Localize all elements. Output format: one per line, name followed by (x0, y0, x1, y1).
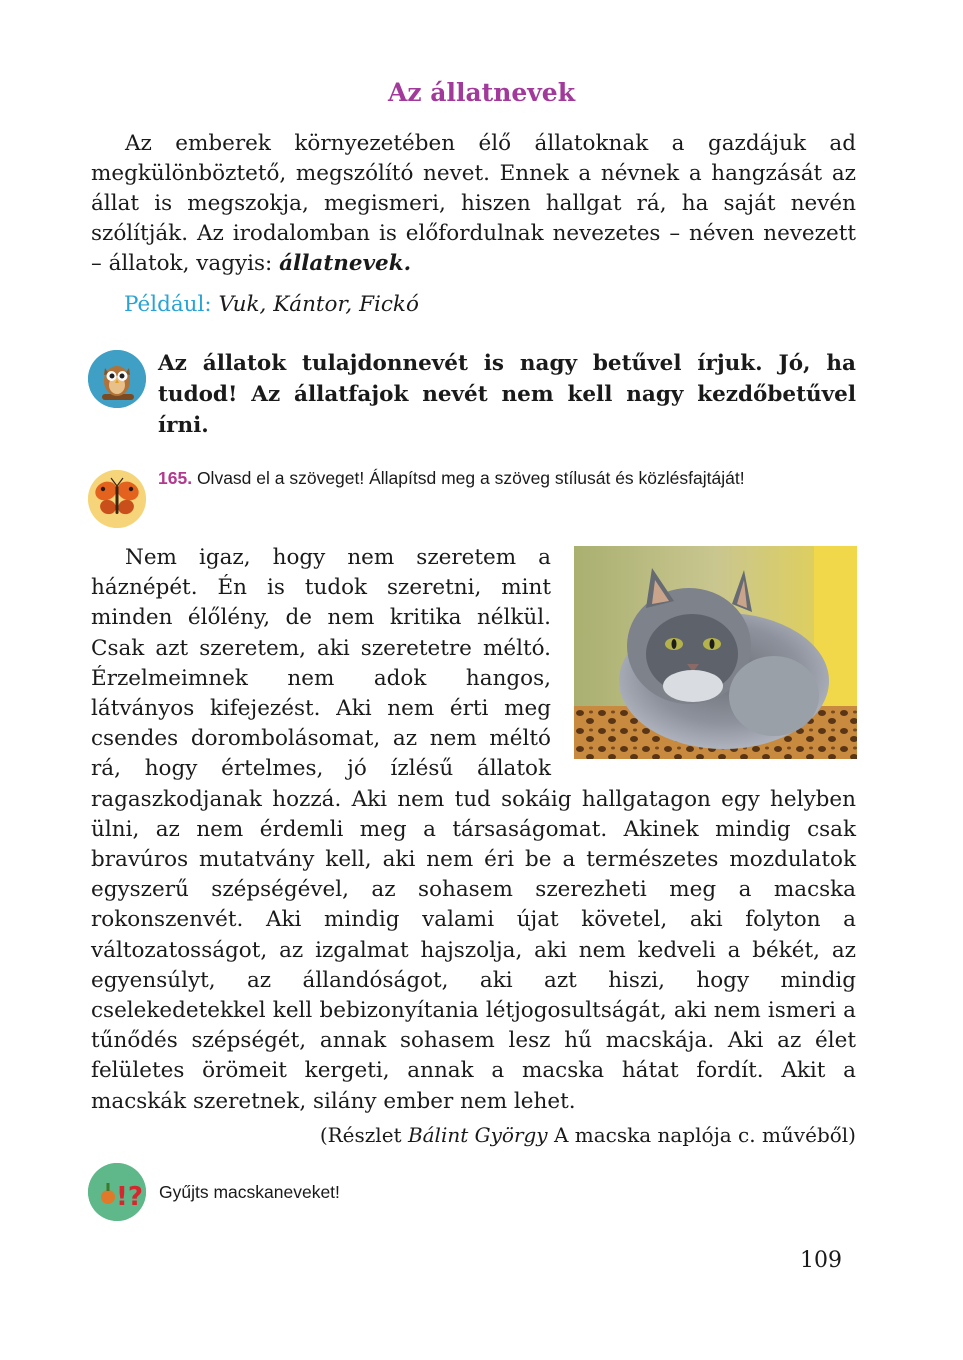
story-text: Nem igaz, hogy nem szeretem a háznépét. Én is tudok szeretni, mint minden élőlény, de nem kritika nélkül. Csak azt szeretem, aki szeretetre méltó. Érzelmeimnek nem adok hangos, látványos kifejezést. Aki nem érti meg csendes dorombolásomat, az nem méltó rá, hogy értelmes, jó ízlésű állatok ragaszkodjanak hozzá. Aki nem tud sokáig hallgatagon egy helyben ülni, az nem érdemli meg a társaságomat. Akinek mindig csak bravúros mutatvány kell, aki nem éri be a természetes mozdulatok egyszerű szépségével, az sohasem szerezheti meg a macska rokonszenvét. Aki mindig valami újat követel, aki folyton a változatosságot, az izgalmat hajszolja, aki nem kedveli a békét, az egyensúlyt, az állandóságot, aki azt hiszi, hogy mindig cselekedetekkel kell bebizonyítania létjogosultságát, aki nem ismeri a tűnődés szépségét, annak sohasem lesz hű macskája. Aki az élet felületes örömeit kergeti, annak a macska hátat fordít. Akit a macskák szeretnek, silány ember nem lehet. (91, 545, 856, 1114)
svg-text:!?: !? (116, 1182, 143, 1212)
intro-paragraph (91, 129, 856, 279)
task-number: 165. (158, 468, 193, 488)
task-165 (158, 466, 856, 491)
owl-icon (88, 350, 146, 408)
page-title: Az állatnevek (387, 78, 576, 107)
source-citation (320, 1121, 856, 1149)
page-number: 109 (800, 1248, 842, 1273)
source-prefix: (Részlet (319, 1123, 408, 1147)
intro-text: Az emberek környezetében élő állatoknak a gazdájuk ad megkülönböztető, megszólító nevet. Ennek a névnek a hangzását az állat is megszokja, megismeri, hiszen hallgat rá, ha saját nevén szólítják. Az irodalomban is előfordulnak nevezetes – néven nevezett – állatok, vagyis: (91, 131, 856, 276)
source-author: Bálint György (407, 1123, 548, 1147)
intro-term: állatnevek. (279, 251, 412, 276)
example-names: Vuk, Kántor, Fickó (218, 292, 419, 317)
source-suffix: A macska naplója c. művéből) (547, 1123, 856, 1147)
butterfly-icon (88, 470, 146, 528)
rule-note: Az állatok tulajdonnevét is nagy betűvel írjuk. Jó, ha tudod! Az állatfajok nevét nem kell nagy kezdőbetűvel írni. (158, 351, 856, 438)
question-icon (88, 1163, 146, 1221)
story-block (91, 543, 856, 1117)
collect-task: Gyűjts macskaneveket! (159, 1182, 340, 1202)
example-label: Például: (124, 292, 212, 317)
task-text: Olvasd el a szöveget! Állapítsd meg a szöveg stílusát és közlésfajtáját! (196, 468, 745, 488)
example-line (124, 290, 419, 320)
